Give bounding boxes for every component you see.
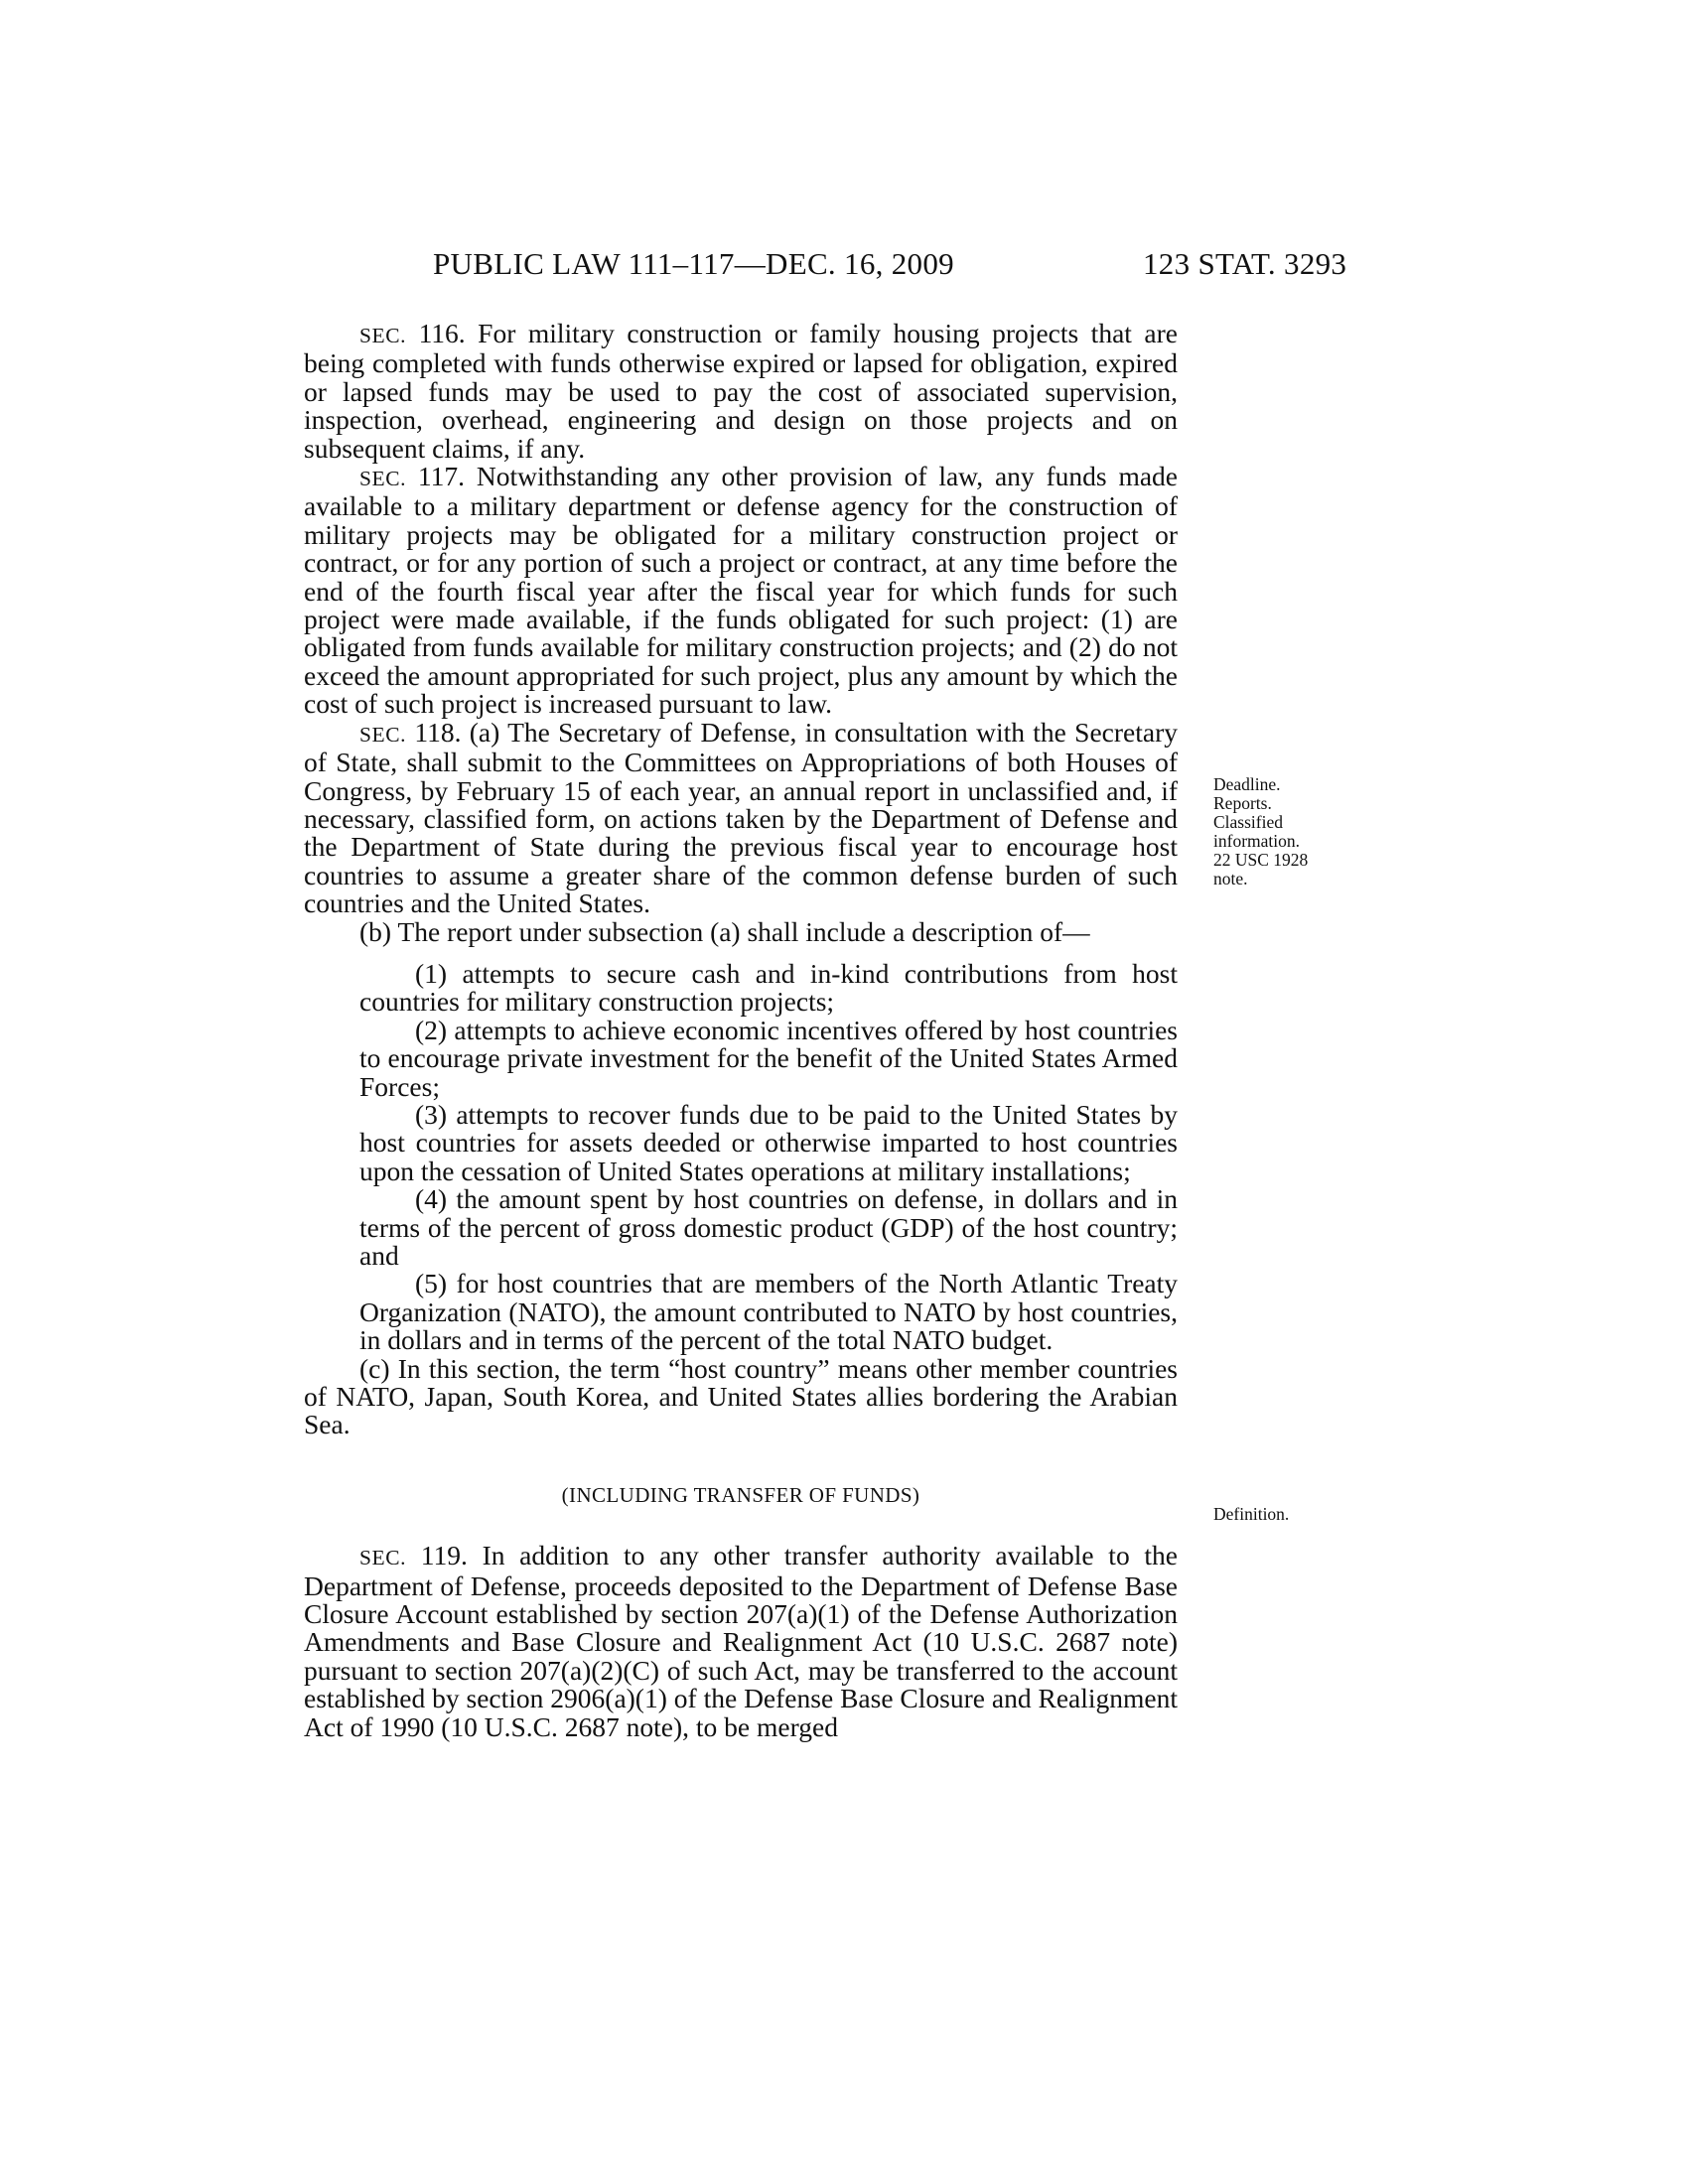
- margin-note: 22 USC 1928: [1213, 850, 1309, 870]
- margin-note-definition: Definition.: [1213, 1504, 1290, 1524]
- section-118-b: (b) The report under subsection (a) shall include a description of—: [359, 915, 1090, 947]
- section-label: SEC.: [359, 324, 407, 347]
- section-label: SEC.: [359, 1546, 407, 1570]
- section-118-c: (c) In this section, the term “host country” means other member countries of NATO, Japan, South Korea, and United States allies bordering the Arabian Sea.: [304, 1352, 1178, 1440]
- margin-note: information.: [1213, 831, 1300, 851]
- transfer-of-funds-heading: (INCLUDING TRANSFER OF FUNDS): [561, 1482, 920, 1507]
- running-header-title: PUBLIC LAW 111–117—DEC. 16, 2009: [433, 246, 954, 281]
- section-label: SEC.: [359, 467, 407, 491]
- margin-note: Classified: [1213, 812, 1283, 832]
- section-117: [304, 463, 1178, 719]
- margin-notes-section-118: [1213, 775, 1352, 888]
- running-header-page-number: 123 STAT. 3293: [1143, 246, 1347, 281]
- list-item: (3) attempts to recover funds due to be paid to the United States by host countries for assets deeded or otherwise imparted to host countries upon the cessation of United States operations at military installations;: [359, 1098, 1178, 1186]
- list-item: (2) attempts to achieve economic incentives offered by host countries to encourage private investment for the benefit of the United States Armed Forces;: [359, 1014, 1178, 1102]
- section-119: [304, 1542, 1178, 1741]
- list-item: (1) attempts to secure cash and in-kind contributions from host countries for military construction projects;: [359, 957, 1178, 1018]
- margin-note: note.: [1213, 869, 1248, 888]
- section-label: SEC.: [359, 722, 407, 747]
- main-text-column: [304, 320, 1178, 1741]
- section-117-text: 117. Notwithstanding any other provision of law, any funds made available to a military department or defense agency for the construction of military projects may be obligated for a military construction project or contract, or for any portion of such a project or contract, at any time before the end of the fourth fiscal year after the fiscal year for which funds for such project were made available, if the funds obligated for such project: (1) are obligated from funds available for military construction projects; and (2) do not exceed the amount appropriated for such project, plus any amount by which the cost of such project is increased pursuant to law.: [304, 461, 1178, 720]
- margin-note: Deadline.: [1213, 774, 1281, 794]
- list-item: (5) for host countries that are members of the North Atlantic Treaty Organization (NATO), the amount contributed to NATO by host countries, in dollars and in terms of the percent of the total NATO budget.: [359, 1268, 1178, 1356]
- section-116: [304, 320, 1178, 463]
- section-118-a-text: 118. (a) The Secretary of Defense, in consultation with the Secretary of State, shall submit to the Committees on Appropriations of both Houses of Congress, by February 15 of each year, an annual report in unclassified and, if necessary, classified form, on actions taken by the Department of Defense and the Department of State during the previous fiscal year to encourage host countries to assume a greater share of the common defense burden of such countries and the United States.: [304, 716, 1178, 919]
- list-item: (4) the amount spent by host countries on defense, in dollars and in terms of the percent of gross domestic product (GDP) of the host country; and: [359, 1183, 1178, 1271]
- section-119-text: 119. In addition to any other transfer authority available to the Department of Defense, proceeds deposited to the Department of Defense Base Closure Account established by section 207(a)(1) of the Defense Authorization Amendments and Base Closure and Realignment Act (10 U.S.C. 2687 note) pursuant to section 207(a)(2)(C) of such Act, may be transferred to the account established by section 2906(a)(1) of the Defense Base Closure and Realignment Act of 1990 (10 U.S.C. 2687 note), to be merged: [304, 1540, 1178, 1742]
- section-116-text: 116. For military construction or family housing projects that are being completed with funds otherwise expired or lapsed for obligation, expired or lapsed funds may be used to pay the cost of associated supervision, inspection, overhead, engineering and design on those projects and on subsequent claims, if any.: [304, 318, 1178, 464]
- margin-note: Reports.: [1213, 793, 1272, 813]
- section-118-a: [304, 716, 1178, 919]
